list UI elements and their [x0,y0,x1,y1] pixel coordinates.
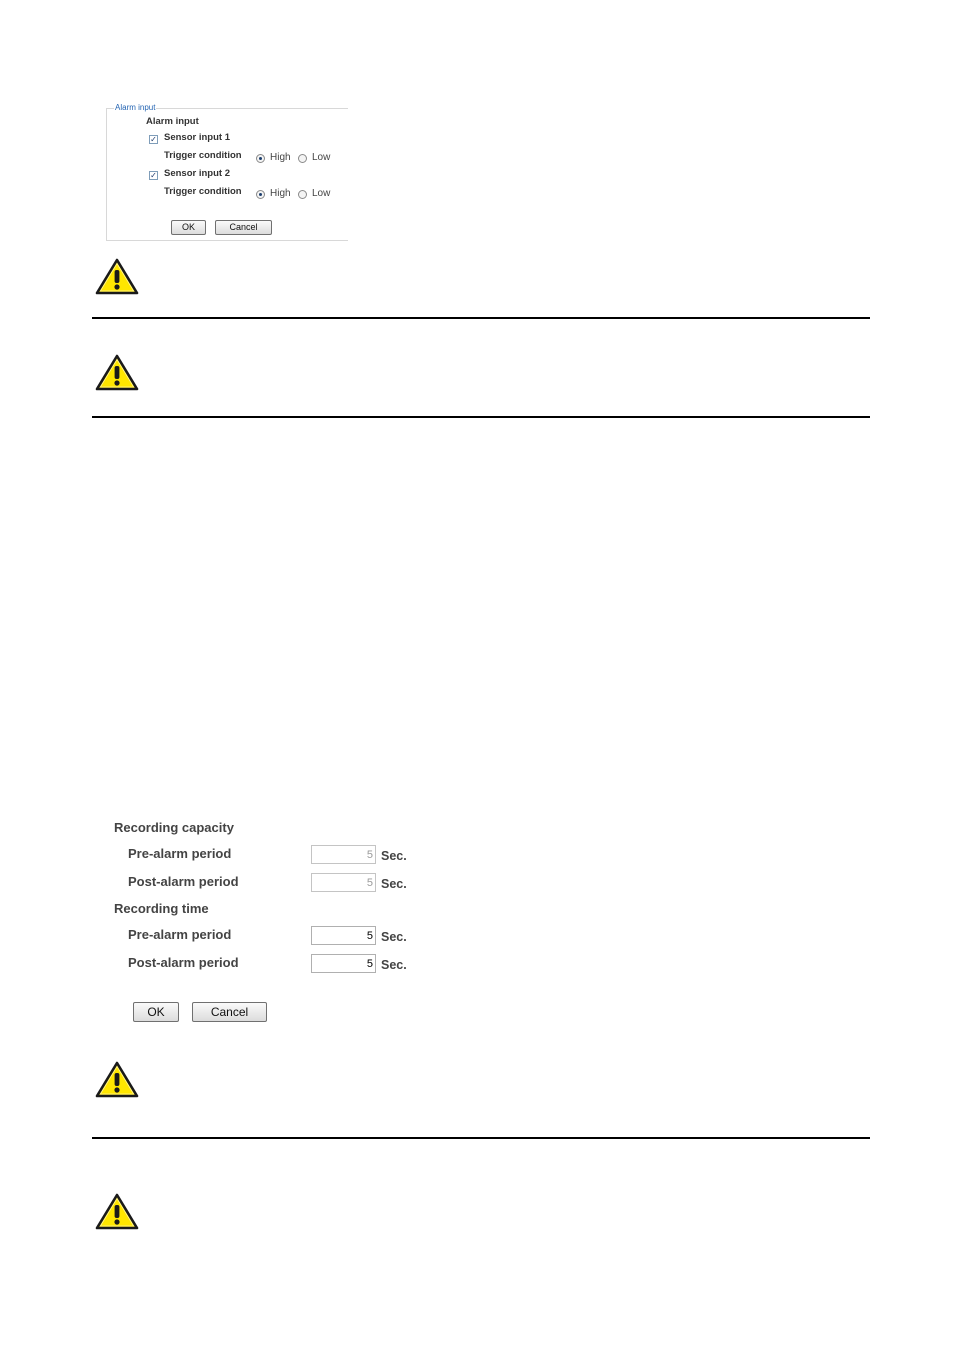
sensor-2-high-label: High [270,188,291,199]
time-post-alarm-input[interactable] [311,954,376,973]
recording-cancel-button[interactable]: Cancel [192,1002,267,1022]
sensor-2-high-radio[interactable] [256,190,265,199]
capacity-pre-alarm-label: Pre-alarm period [128,846,232,861]
recording-ok-button[interactable]: OK [133,1002,179,1022]
time-post-alarm-label: Post-alarm period [128,955,239,970]
time-pre-alarm-unit: Sec. [381,930,407,944]
trigger-condition-2-label: Trigger condition [164,186,242,197]
capacity-post-alarm-label: Post-alarm period [128,874,239,889]
sensor-input-1-checkbox[interactable]: ✓ [150,135,157,144]
warning-triangle-icon [95,1061,139,1099]
alarm-input-heading: Alarm input [146,116,199,127]
sensor-1-high-radio[interactable] [256,154,265,163]
time-pre-alarm-input[interactable] [311,926,376,945]
sensor-input-1-label: Sensor input 1 [164,132,230,143]
sensor-1-high-label: High [270,152,291,163]
capacity-pre-alarm-unit: Sec. [381,849,407,863]
capacity-post-alarm-input [311,873,376,892]
alarm-cancel-button[interactable]: Cancel [215,220,272,235]
trigger-condition-1-label: Trigger condition [164,150,242,161]
section-divider [92,317,870,319]
warning-triangle-icon [95,354,139,392]
warning-triangle-icon [95,258,139,296]
sensor-1-low-label: Low [312,152,331,163]
sensor-2-low-label: Low [312,188,331,199]
section-divider [92,1137,870,1139]
sensor-2-low-radio[interactable] [298,190,307,199]
recording-time-heading: Recording time [114,901,209,916]
section-divider [92,416,870,418]
sensor-input-2-label: Sensor input 2 [164,168,230,179]
time-post-alarm-unit: Sec. [381,958,407,972]
time-pre-alarm-label: Pre-alarm period [128,927,232,942]
recording-capacity-heading: Recording capacity [114,820,234,835]
sensor-1-low-radio[interactable] [298,154,307,163]
capacity-post-alarm-unit: Sec. [381,877,407,891]
capacity-pre-alarm-input [311,845,376,864]
warning-triangle-icon [95,1193,139,1231]
sensor-input-2-checkbox[interactable]: ✓ [150,171,157,180]
alarm-ok-button[interactable]: OK [171,220,206,235]
alarm-input-legend: Alarm input [115,103,156,112]
